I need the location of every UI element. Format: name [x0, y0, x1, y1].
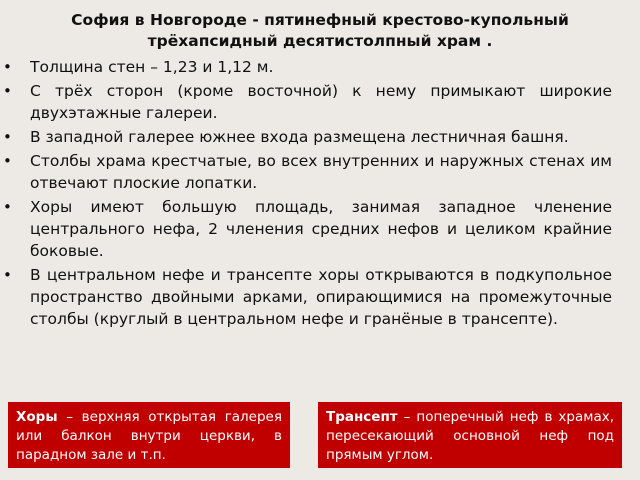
list-item	[0, 56, 640, 78]
definition-text: – поперечный неф в храмах, пересекающий основной неф под прямым углом.	[326, 409, 614, 463]
bullet-icon: •	[3, 128, 12, 146]
bullet-text: Хоры имеют большую площадь, занимая западное членение центрального нефа, 2 членения средних нефов и целиком крайние боковые.	[30, 198, 612, 260]
bullet-icon: •	[3, 58, 12, 76]
definition-term: Трансепт	[326, 409, 398, 425]
bullet-text: С трёх сторон (кроме восточной) к нему примыкают широкие двухэтажные галереи.	[30, 82, 612, 122]
list-item	[0, 126, 640, 148]
bullet-icon: •	[3, 266, 12, 284]
list-item	[0, 196, 640, 262]
bullet-icon: •	[3, 198, 12, 216]
bullet-text: В центральном нефе и трансепте хоры открываются в подкупольное пространство двойными арками, опирающимися на промежуточные столбы (круглый в центральном нефе и гранёные в трансепте).	[30, 266, 612, 328]
list-item	[0, 264, 640, 330]
bullet-list	[0, 56, 640, 332]
bullet-text: В западной галерее южнее входа размещена лестничная башня.	[30, 128, 569, 146]
definition-box-transept	[318, 402, 622, 468]
list-item	[0, 80, 640, 124]
definition-term: Хоры	[16, 409, 58, 425]
list-item	[0, 150, 640, 194]
bullet-icon: •	[3, 152, 12, 170]
bullet-icon: •	[3, 82, 12, 100]
bullet-text: Толщина стен – 1,23 и 1,12 м.	[30, 58, 274, 76]
slide-title: София в Новгороде - пятинефный крестово-купольный трёхапсидный десятистолпный храм .	[71, 11, 569, 50]
bullet-text: Столбы храма крестчатые, во всех внутренних и наружных стенах им отвечают плоские лопатки.	[30, 152, 612, 192]
definition-text: – верхняя открытая галерея или балкон внутри церкви, в парадном зале и т.п.	[16, 409, 282, 463]
definition-box-khory	[8, 402, 290, 468]
